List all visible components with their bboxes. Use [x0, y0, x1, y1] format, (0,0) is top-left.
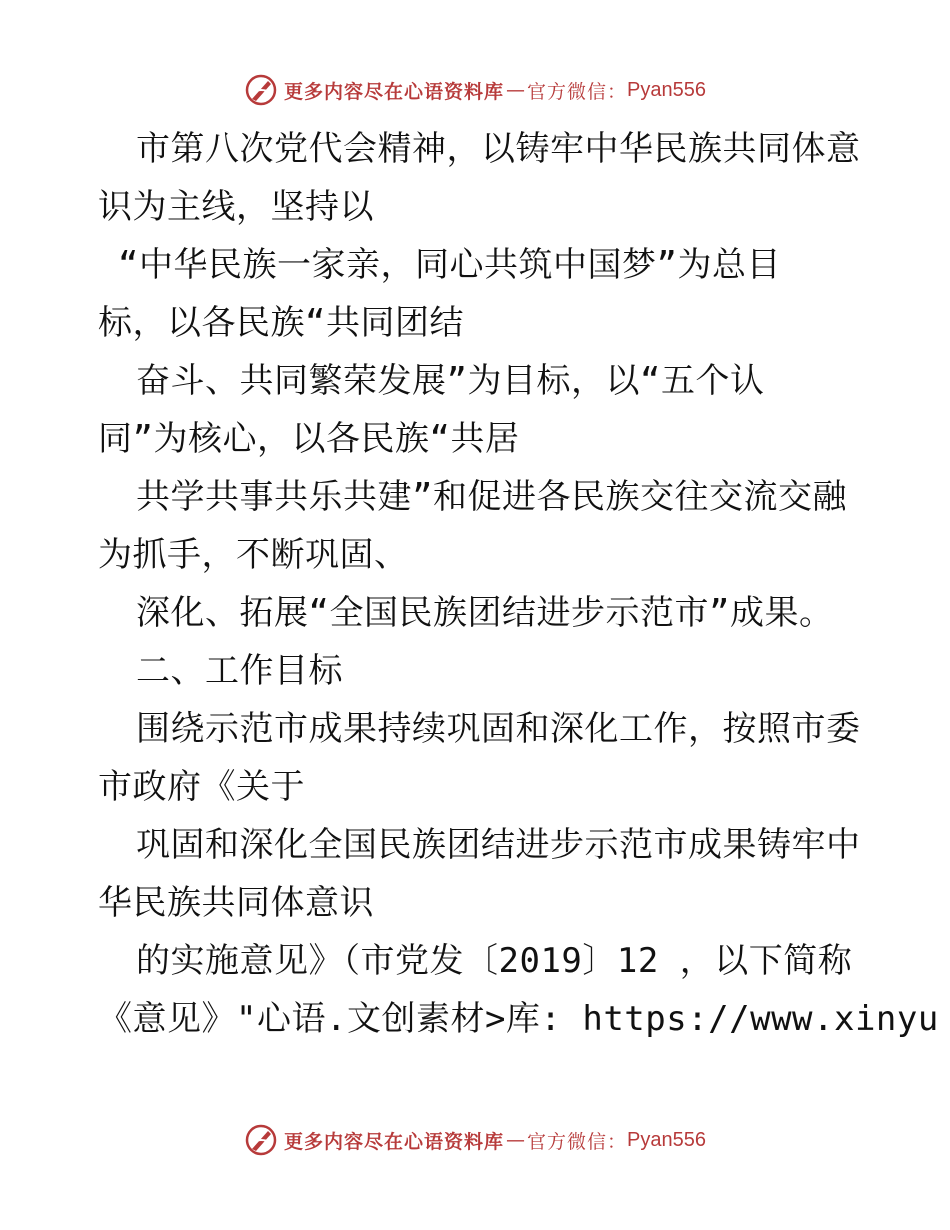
- body-line: 华民族共同体意识: [98, 883, 374, 923]
- body-line: 识为主线，坚持以: [98, 187, 374, 227]
- banner-wechat-label: 官方微信：: [527, 80, 628, 103]
- body-line: 共学共事共乐共建”和促进各民族交往交流交融: [136, 477, 847, 517]
- quill-logo-icon: [244, 73, 278, 107]
- body-line: 巩固和深化全国民族团结进步示范市成果铸牢中: [136, 825, 861, 865]
- body-line: 的实施意见》（市党发〔2019〕12 ，以下简称: [136, 941, 853, 981]
- body-line: 奋斗、共同繁荣发展”为目标，以“五个认: [136, 361, 765, 401]
- quill-logo-icon: [244, 1123, 278, 1157]
- footer-banner: [0, 1120, 950, 1160]
- banner-wechat-label: 官方微信：: [527, 1130, 628, 1153]
- body-line: 为抓手，不断巩固、: [98, 535, 409, 575]
- banner-title: 更多内容尽在心语资料库: [284, 1130, 505, 1153]
- banner-wechat-id: Pyan556: [627, 78, 706, 101]
- document-body: [98, 120, 939, 1048]
- banner-dash: —: [506, 79, 526, 101]
- body-line: 《意见》"心语.文创素材>库: https://www.xinyu: [98, 999, 939, 1039]
- body-line: 市政府《关于: [98, 767, 305, 807]
- section-heading: 二、工作目标: [136, 651, 343, 691]
- header-banner: [0, 70, 950, 110]
- body-line: 同”为核心，以各民族“共居: [98, 419, 520, 459]
- body-line: “中华民族一家亲，同心共筑中国梦”为总目: [118, 245, 781, 285]
- body-line: 深化、拓展“全国民族团结进步示范市”成果。: [136, 593, 834, 633]
- banner-title: 更多内容尽在心语资料库: [284, 80, 505, 103]
- body-line: 围绕示范市成果持续巩固和深化工作，按照市委: [136, 709, 861, 749]
- body-line: 市第八次党代会精神，以铸牢中华民族共同体意: [136, 129, 861, 169]
- body-line: 标，以各民族“共同团结: [98, 303, 464, 343]
- banner-dash: —: [506, 1129, 526, 1151]
- banner-wechat-id: Pyan556: [627, 1128, 706, 1151]
